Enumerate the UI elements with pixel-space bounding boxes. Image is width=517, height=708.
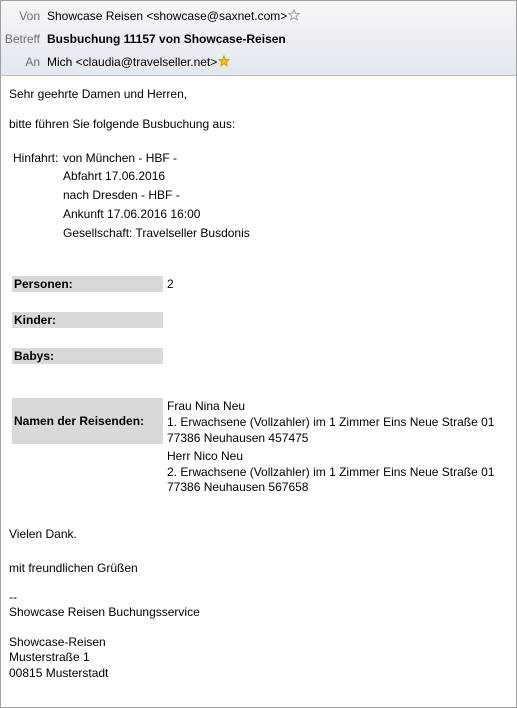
regards: mit freundlichen Grüßen <box>9 561 138 575</box>
trip-line-company: Gesellschaft: Travelseller Busdonis <box>63 226 250 240</box>
traveler-1-address: 77386 Neuhausen 457475 <box>167 431 309 445</box>
to-label: An <box>25 55 40 69</box>
signature-city: 00815 Musterstadt <box>9 666 109 680</box>
traveler-2-detail: 2. Erwachsene (Vollzahler) im 1 Zimmer Eins Neue Straße 01 <box>167 465 495 479</box>
traveler-1-name: Frau Nina Neu <box>167 399 246 413</box>
signature-company: Showcase-Reisen <box>9 635 106 649</box>
babies-label: Babys: <box>12 348 163 364</box>
email-header <box>1 1 516 76</box>
persons-value: 2 <box>167 277 174 291</box>
from-value[interactable]: Showcase Reisen <showcase@saxnet.com> <box>47 6 300 27</box>
traveler-1-detail: 1. Erwachsene (Vollzahler) im 1 Zimmer Eins Neue Straße 01 <box>167 415 495 429</box>
children-label: Kinder: <box>12 312 163 328</box>
from-label: Von <box>19 9 40 23</box>
travelers-label: Namen der Reisenden: <box>12 398 163 444</box>
intro: bitte führen Sie folgende Busbuchung aus: <box>9 117 236 131</box>
star-filled-icon[interactable] <box>218 53 230 73</box>
subject-label: Betreff <box>4 32 40 46</box>
star-outline-icon[interactable] <box>288 7 300 27</box>
signature-separator: -- <box>9 590 17 604</box>
thanks: Vielen Dank. <box>9 527 77 541</box>
signature-service: Showcase Reisen Buchungsservice <box>9 605 200 619</box>
trip-line-arrival: Ankunft 17.06.2016 16:00 <box>63 207 201 221</box>
subject-value: Busbuchung 11157 von Showcase-Reisen <box>47 32 286 46</box>
greeting: Sehr geehrte Damen und Herren, <box>9 87 188 101</box>
trip-label: Hinfahrt: <box>13 151 59 165</box>
traveler-2-name: Herr Nico Neu <box>167 449 244 463</box>
to-value[interactable]: Mich <claudia@travelseller.net> <box>47 52 230 73</box>
signature-street: Musterstraße 1 <box>9 650 90 664</box>
to-row <box>1 52 516 72</box>
trip-line-departure: Abfahrt 17.06.2016 <box>63 169 166 183</box>
persons-label: Personen: <box>12 276 163 292</box>
trip-line-from: von München - HBF - <box>63 151 178 165</box>
trip-line-to: nach Dresden - HBF - <box>63 188 180 202</box>
from-row <box>1 6 516 26</box>
subject-row <box>1 29 516 49</box>
traveler-2-address: 77386 Neuhausen 567658 <box>167 480 309 494</box>
